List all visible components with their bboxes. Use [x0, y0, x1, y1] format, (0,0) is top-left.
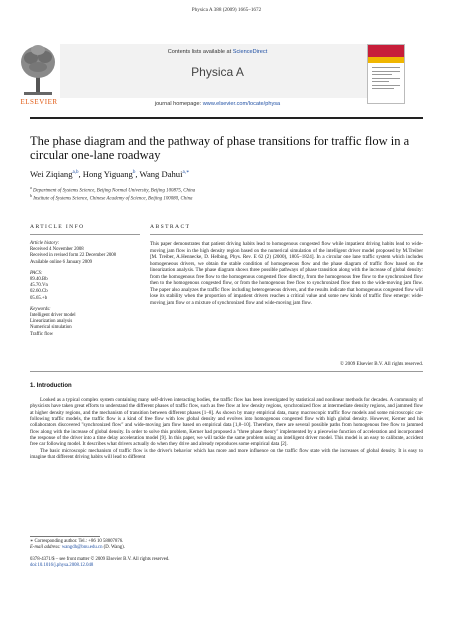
author-name: Hong Yiguang — [82, 169, 133, 179]
issn-doi-block — [30, 557, 330, 569]
email-link[interactable]: wangdh@bnu.edu.cn — [61, 545, 103, 550]
body-paragraph: Looked as a typical complex system containing many self-driven interacting bodies, the traffic flow has been investigated by statistical and nonlinear methods for decades. A community of physicists have taken great efforts to understand the different phases of traffic flow, such as free flow at low density regions, synchronized flow at intermediate density regions, and jammed flow at higher density regions, and the mechanism of transition between different phases [1–8]. As shown by many empirical data, many macroscopic traffic flow models and some microscopic car-following traffic models, the traffic flow is a kind of free flow with low global density and evolves into homogenous congested flow with high global density. However, Kerner and his collaborators discovered "synchronized flow" and wide-moving jam flow based on empirical data [1,8–10]. Therefore, there are several possible paths from homogenous free flow to jammed flow along with the increase of global density. In order to solve this problem, Kerner had proposed a "three phase theory" implemented by a piecewise function of acceleration and incorporated the response of the driver into a time delay acceleration model [9]. In this paper, we will tackle the same problem using an intelligent driver model. This model is an easy to calibrate, accident free car following model. It describes what drivers actually do when they drive and already reproduces some empirical data [2]. — [30, 397, 423, 448]
keywords-label: Keywords: — [30, 306, 51, 312]
article-info-panel — [30, 241, 140, 338]
abstract-text: This paper demonstrates that patient driving habits lead to homogenous congested flow while impatient driving habits lead to wide-moving jam flow in the high density region based on the numerical simulation of the intelligent driver model proposed by M.Treiber [M. Treiber, A.Hennecke, D. Helbing, Phys. Rev. E 62 (2) (2000), 1805–1824]. In a circular one lane traffic system which includes homogeneous drivers, we obtain the stable condition of homogeneous flow and the phase diagram of traffic flow based on the linearization analysis. The phase diagram shows three possible pathways of phase transition along with the increase of global density: from the homogenous free flow to the homogenous congested flow directly, from the homogenous free flow to the synchronized flow then to the homogenous congested flow, or from the homogenous free flow to synchronized flow then to the wide-moving jam flow. The paper also analyzes the traffic flow including heterogeneous drivers, and the results indicate that homogenous congested flow will lose its stability when the proportion of impatient drivers reaches a critical value and some new kinds of traffic flow emerge: wide-moving jam flow or a mixture of synchronized flow and wide-moving jam flow. — [150, 241, 423, 306]
email-suffix: (D. Wang). — [102, 545, 125, 550]
author-affil-mark[interactable]: b — [132, 170, 136, 176]
pacs-code: 02.60.Cb — [30, 289, 48, 295]
journal-cover-thumbnail — [367, 44, 405, 104]
history-entry: Received 4 November 2008 — [30, 247, 84, 253]
pacs-code: 05.65.+b — [30, 295, 48, 301]
author-affil-mark[interactable]: a,∗ — [182, 170, 190, 176]
introduction-body — [30, 397, 423, 460]
issn-line: 0378-4371/$ – see front matter © 2009 Elsevier B.V. All rights reserved. — [30, 557, 170, 562]
contents-line — [60, 49, 375, 55]
paper-title: The phase diagram and the pathway of phase transitions for traffic flow in a circular one-lane roadway — [30, 134, 410, 162]
author-name: Wei Ziqiang — [30, 169, 73, 179]
affil-mark: a — [30, 185, 32, 190]
keyword: Intelligent driver model — [30, 313, 76, 319]
abstract-copyright: © 2009 Elsevier B.V. All rights reserved. — [340, 361, 423, 367]
doi-link[interactable]: doi:10.1016/j.physa.2008.12.048 — [30, 563, 94, 568]
abstract-bottom-rule — [30, 371, 423, 372]
homepage-prefix: journal homepage: — [154, 101, 203, 107]
abstract-rule — [150, 234, 423, 235]
email-line — [30, 545, 330, 551]
journal-homepage — [60, 101, 375, 107]
keyword: Numerical simulation — [30, 325, 72, 331]
article-info-heading: ARTICLE INFO — [30, 224, 85, 230]
publisher-name: ELSEVIER — [20, 98, 58, 106]
sciencedirect-link[interactable]: ScienceDirect — [232, 49, 268, 55]
journal-title: Physica A — [191, 65, 244, 79]
body-paragraph: The basic microscopic mechanism of traffic flow is the driver's behavior which has more and more influence on the traffic flow state with the increases of global density. It is easy to imagine that different driving habits will lead to different — [30, 447, 423, 461]
footnote-rule — [30, 536, 100, 537]
history-entry: Available online 6 January 2009 — [30, 259, 92, 265]
abstract-heading: ABSTRACT — [150, 224, 191, 230]
footnote-corresponding — [30, 539, 330, 551]
author-name: Wang Dahui — [139, 169, 183, 179]
contents-prefix: Contents lists available at — [167, 49, 233, 55]
history-label: Article history: — [30, 241, 60, 246]
cover-yellow-band — [368, 57, 404, 63]
pacs-code: 45.70.Vn — [30, 283, 48, 289]
author-list: Wei Ziqiang$^{a,b}$, Hong Yiguang$^b$, Wang Dahui$^{a,∗}$ — [30, 169, 190, 179]
article-info-rule — [30, 234, 140, 235]
author-affil-mark[interactable]: a,b — [72, 170, 79, 176]
cover-text-lines — [372, 67, 400, 92]
affil-mark: b — [30, 193, 32, 198]
keyword: Traffic flow — [30, 331, 54, 337]
corresponding-author: ∗ Corresponding author. Tel.: +86 10 58807876. — [30, 539, 124, 544]
affiliation — [30, 193, 430, 202]
pacs-code: 89.40.Bb — [30, 277, 48, 283]
email-label: E-mail address: — [30, 545, 62, 550]
pacs-label: PACS: — [30, 270, 43, 276]
affil-text: Institute of Systems Science, Chinese Academy of Science, Beijing 100080, China — [33, 196, 193, 202]
running-header: Physica A 388 (2009) 1665–1672 — [191, 7, 262, 13]
keyword: Linearization analysis — [30, 319, 73, 325]
affil-text: Department of Systems Science, Beijing Normal University, Beijing 100875, China — [33, 188, 196, 194]
masthead-rule — [30, 117, 423, 119]
cover-red-band — [368, 45, 404, 57]
introduction-heading: 1. Introduction — [30, 383, 72, 389]
history-entry: Received in revised form 22 December 2008 — [30, 253, 117, 259]
homepage-link[interactable]: www.elsevier.com/locate/physa — [202, 101, 281, 107]
